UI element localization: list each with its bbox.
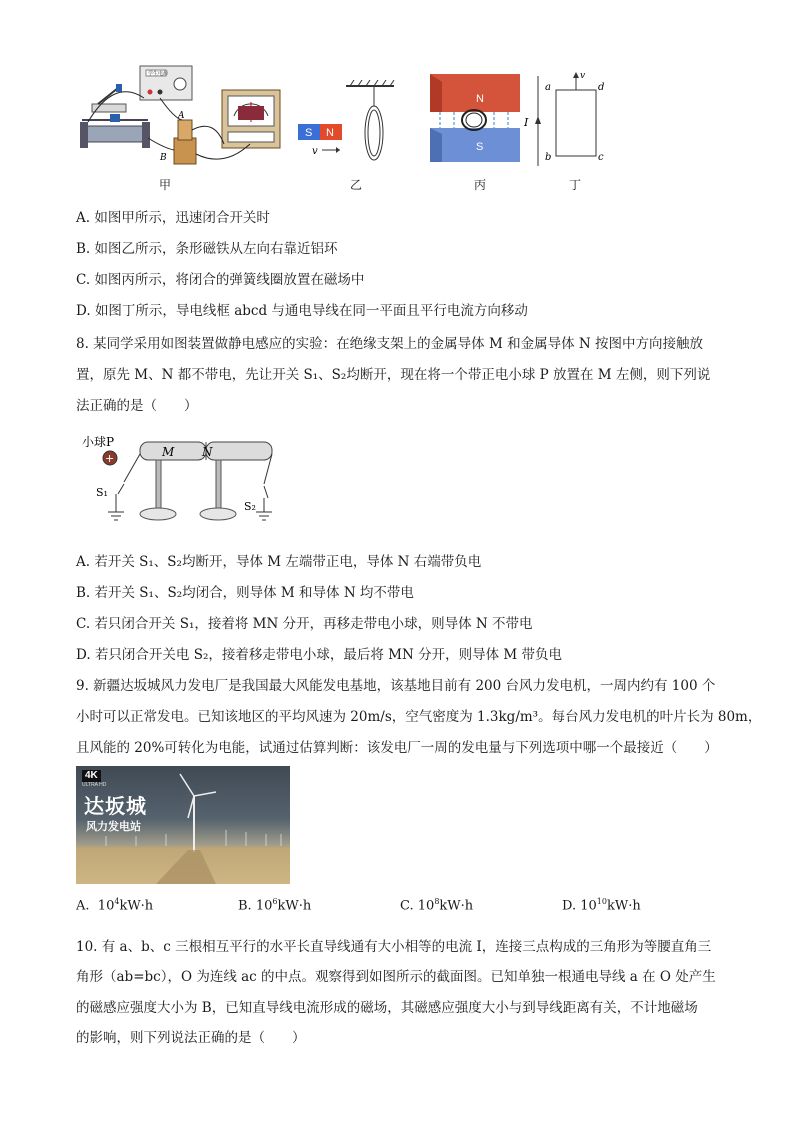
- q8-option-b: B. 若开关 S₁、S₂均闭合，则导体 M 和导体 N 均不带电: [76, 585, 414, 601]
- photo-title: 达坂城: [84, 794, 147, 818]
- resolution-badge-sub: ULTRA HD: [82, 782, 107, 788]
- q10-stem-line-4: 的影响，则下列说法正确的是（ ）: [76, 1030, 306, 1046]
- conductor-m-label: M: [162, 445, 175, 459]
- q9-option-d: D. $10^{10}kW\cdot h$: [562, 897, 641, 914]
- q8-stem-line-2: 置，原先 M、N 都不带电，先让开关 S₁、S₂均断开，现在将一个带正电小球 P 放置在 M 左侧，则下列说: [76, 367, 711, 383]
- corner-d: d: [598, 82, 605, 93]
- q7-option-b: B. 如图乙所示，条形磁铁从左向右靠近铝环: [76, 241, 338, 257]
- wind-farm-photo: [76, 766, 290, 884]
- figure-ding: [518, 68, 608, 168]
- q8-stem-line-3: 法正确的是（ ）: [76, 398, 198, 414]
- figure-bing: [428, 72, 524, 168]
- corner-c: c: [598, 152, 604, 163]
- pole-s-label: S: [476, 141, 484, 153]
- power-supply-label: 学生电源: [148, 71, 169, 77]
- figure-bing-label: 丙: [474, 178, 487, 192]
- q8-stem-line-1: 8. 某同学采用如图装置做静电感应的实验：在绝缘支架上的金属导体 M 和金属导体 N 按图中方向接触放: [76, 336, 703, 352]
- figure-jia-label: 甲: [159, 178, 172, 192]
- wind-turbines: [76, 766, 290, 884]
- q10-stem-line-1: 10. 有 a、b、c 三根相互平行的水平长直导线通有大小相等的电流 I，连接三点构成的三角形为等腰直角三: [76, 939, 712, 955]
- resolution-badge: 4K: [82, 770, 101, 782]
- q9-stem-line-2: 小时可以正常发电。已知该地区的平均风速为 20m/s，空气密度为 1.3kg/m³。每台风力发电机的叶片长为 80m，: [76, 709, 762, 725]
- q9-option-a: A. $10^4kW\cdot h$: [76, 897, 154, 914]
- photo-subtitle: 风力发电站: [86, 820, 141, 833]
- point-b-label: B: [160, 153, 167, 163]
- ball-sign: +: [105, 452, 115, 465]
- current-label: I: [524, 116, 529, 129]
- magnet-s-label: S: [305, 127, 313, 139]
- figure-ding-label: 丁: [569, 178, 582, 192]
- pole-n-label: N: [476, 93, 484, 105]
- q10-stem-line-2: 角形（ab=bc），O 为连线 ac 的中点。观察得到如图所示的截面图。已知单独一根通电导线 a 在 O 处产生: [76, 969, 716, 985]
- figure-yi: [296, 80, 396, 170]
- q9-option-b: B. $10^6kW\cdot h$: [238, 897, 312, 914]
- q9-stem-line-1: 9. 新疆达坂城风力发电厂是我国最大风能发电基地，该基地目前有 200 台风力发电机，一周内约有 100 个: [76, 678, 716, 694]
- q7-option-d: D. 如图丁所示，导电线框 abcd 与通电导线在同一平面且平行电流方向移动: [76, 303, 528, 319]
- q7-option-c: C. 如图丙所示，将闭合的弹簧线圈放置在磁场中: [76, 272, 365, 288]
- point-a-label: A: [178, 111, 185, 121]
- figure-yi-label: 乙: [350, 178, 363, 192]
- figure-q8: [78, 430, 288, 540]
- figure-jia: [74, 58, 284, 168]
- velocity-label-yi: v: [312, 146, 318, 157]
- switch-s2-label: S₂: [244, 500, 256, 513]
- q8-option-d: D. 若只闭合开关电 S₂，接着移走带电小球，最后将 MN 分开，则导体 M 带负电: [76, 647, 563, 663]
- ball-label: 小球P: [82, 435, 115, 449]
- q9-stem-line-3: 且风能的 20%可转化为电能，试通过估算判断：该发电厂一周的发电量与下列选项中哪一个最接近（ ）: [76, 740, 718, 756]
- q9-option-c: C. $10^8kW\cdot h$: [400, 897, 474, 914]
- conductor-n-label: N: [202, 445, 213, 459]
- velocity-label-ding: v: [580, 71, 586, 81]
- magnet-n-label: N: [326, 127, 334, 139]
- q8-option-a: A. 若开关 S₁、S₂均断开，导体 M 左端带正电，导体 N 右端带负电: [76, 554, 482, 570]
- corner-b: b: [545, 152, 552, 163]
- q10-stem-line-3: 的磁感应强度大小为 B，已知直导线电流形成的磁场，其磁感应强度大小与到导线距离有关，不计地磁场: [76, 1000, 698, 1016]
- q7-option-a: A. 如图甲所示，迅速闭合开关时: [76, 210, 270, 226]
- switch-s1-label: S₁: [96, 486, 108, 499]
- q8-option-c: C. 若只闭合开关 S₁，接着将 MN 分开，再移走带电小球，则导体 N 不带电: [76, 616, 533, 632]
- corner-a: a: [545, 82, 551, 93]
